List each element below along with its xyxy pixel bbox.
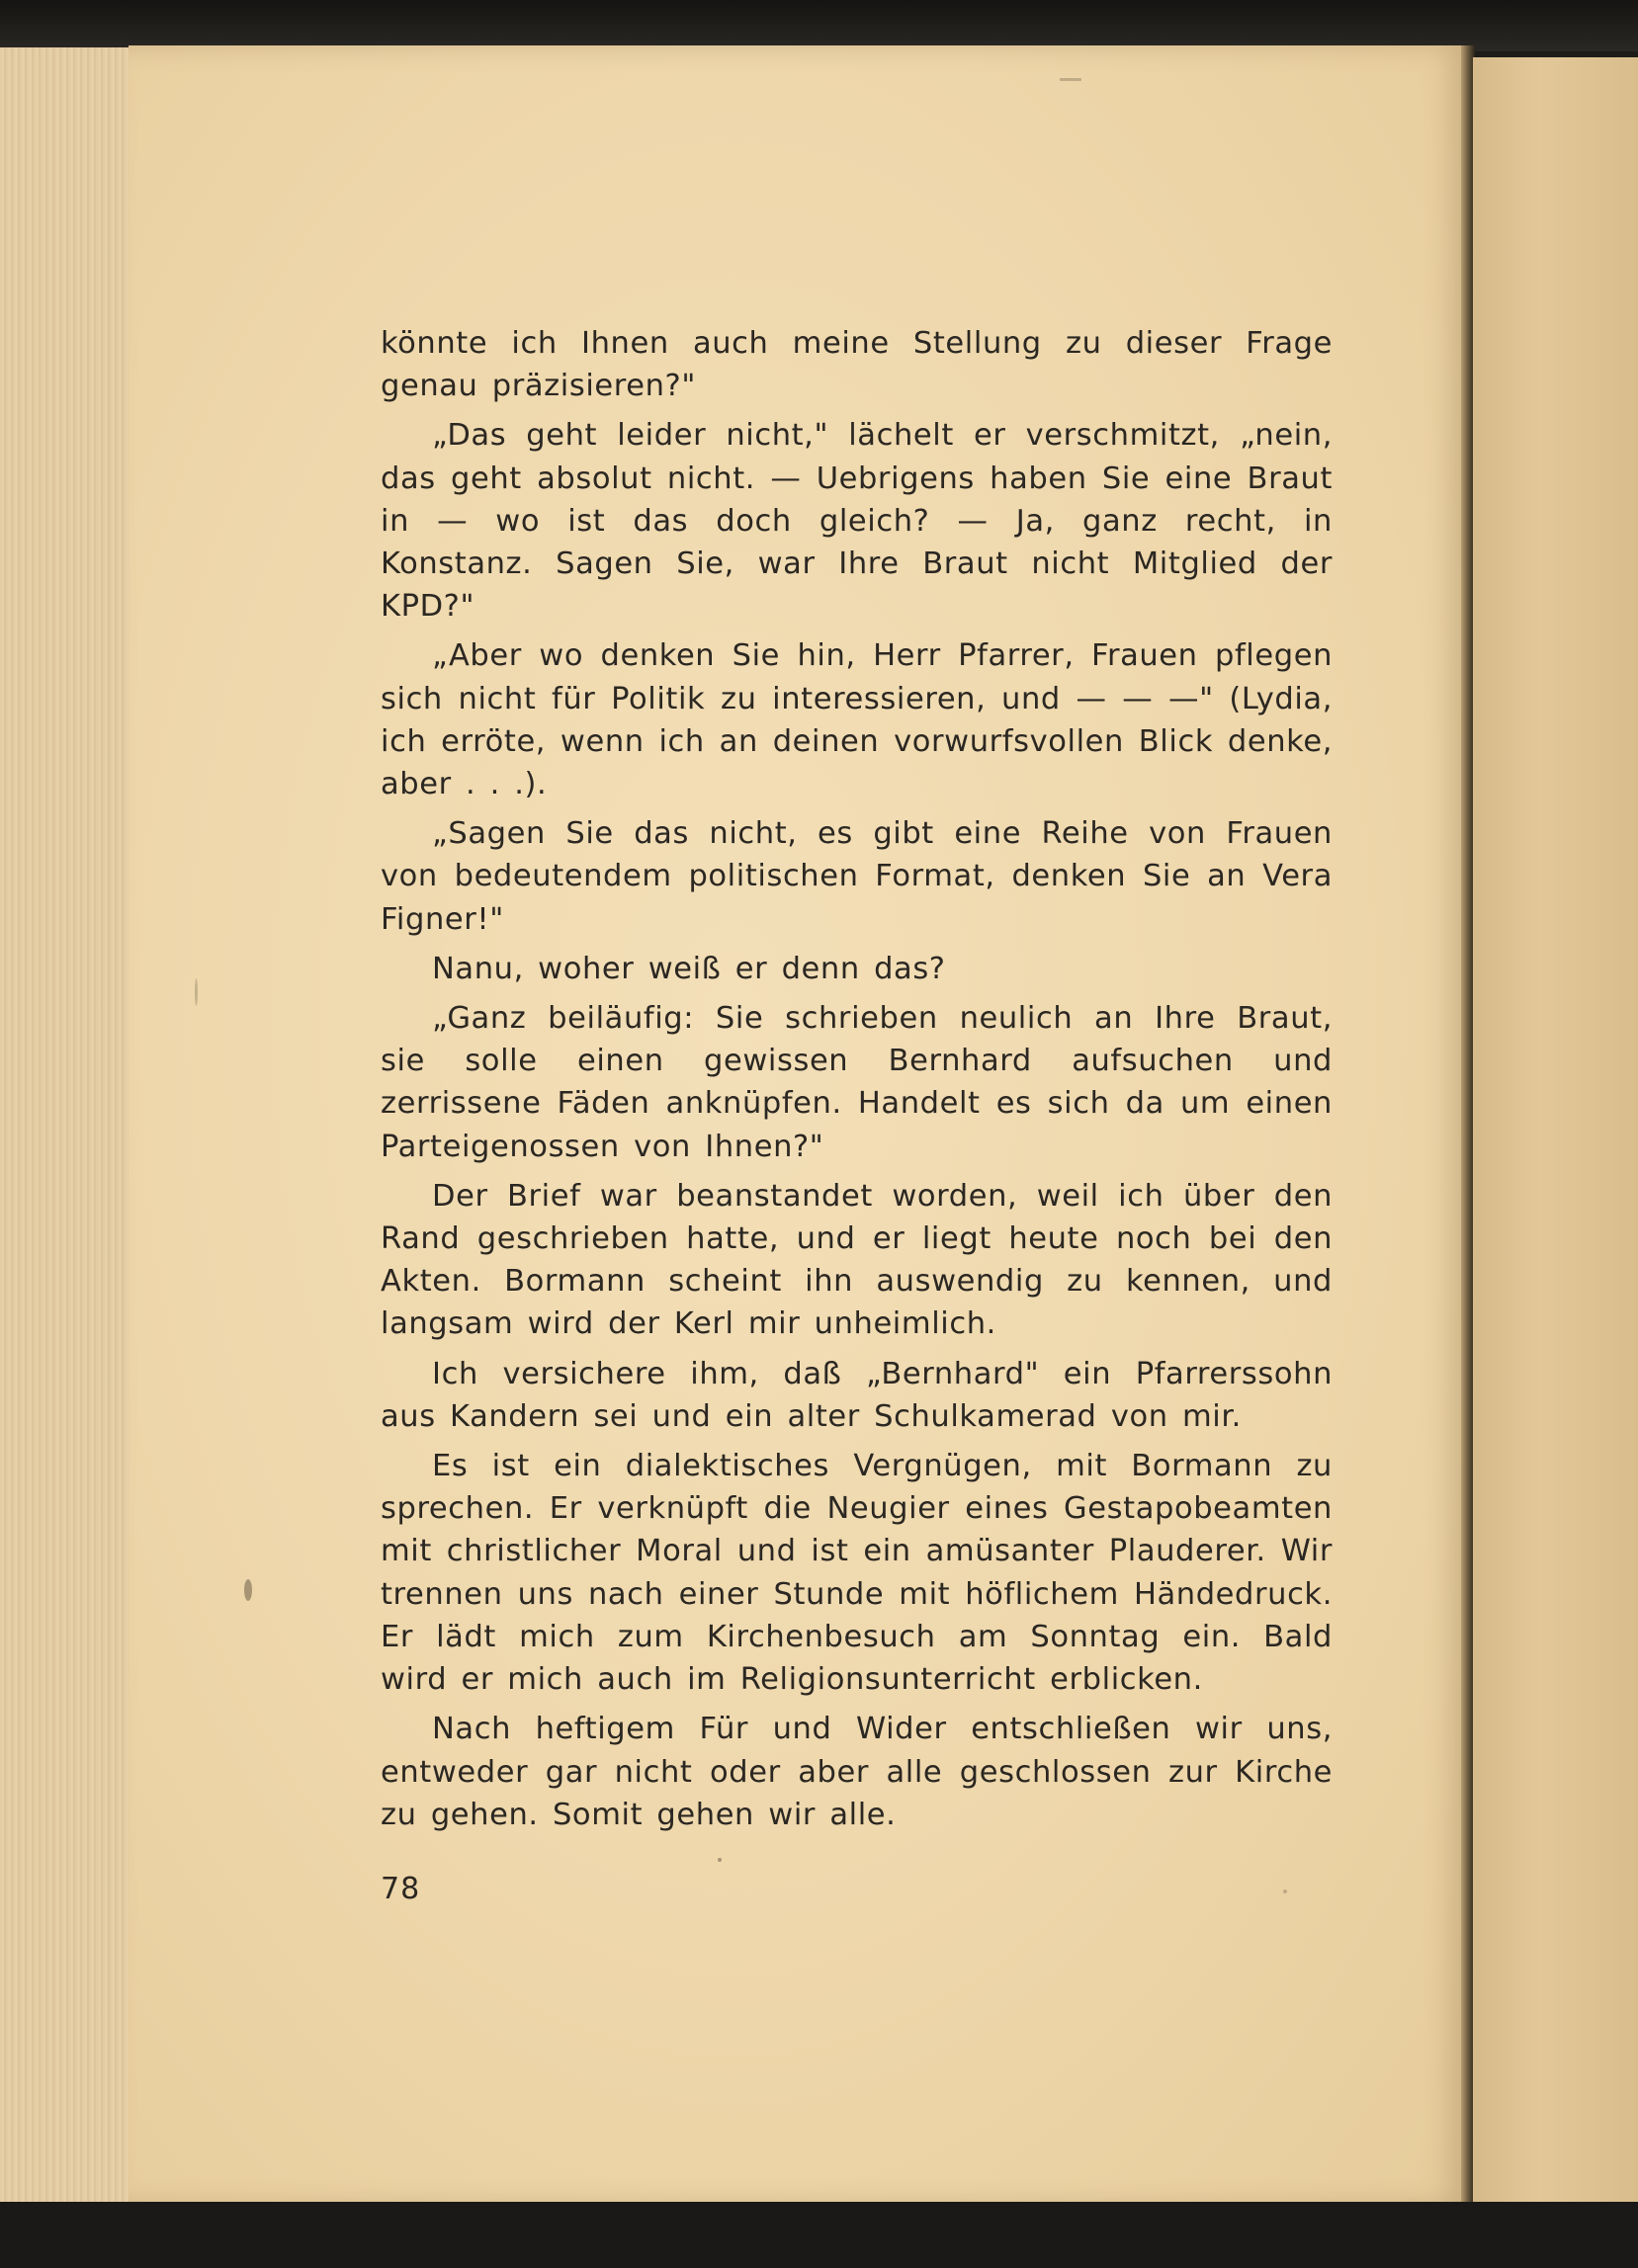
facing-page-edge <box>1473 57 1638 2202</box>
paragraph: „Aber wo denken Sie hin, Herr Pfarrer, Frauen pflegen sich nicht für Politik zu interessieren, und — — —" (Lydia, ich erröte, wenn ich an deinen vorwurfsvollen Blick denke, aber . . .). <box>381 638 1333 802</box>
paragraph: Der Brief war beanstandet worden, weil ich über den Rand geschrieben hatte, und er liegt heute noch bei den Akten. Bormann scheint ihn auswendig zu kennen, und langsam wird der Kerl mir unheimlich. <box>381 1178 1333 1342</box>
paper-speck <box>718 1858 722 1862</box>
page-number: 78 <box>381 1872 421 1906</box>
paragraph: Ich versichere ihm, daß „Bernhard" ein Pfarrerssohn aus Kandern sei und ein alter Schulkamerad von mir. <box>381 1356 1333 1434</box>
paper-speck <box>195 978 198 1006</box>
body-text <box>381 322 1333 1843</box>
paper-speck <box>244 1579 252 1601</box>
paragraph: Nach heftigem Für und Wider entschließen wir uns, entweder gar nicht oder aber alle geschlossen zur Kirche zu gehen. Somit gehen wir alle. <box>381 1712 1333 1832</box>
scanner-bottom-margin <box>0 2202 1638 2268</box>
paragraph: „Ganz beiläufig: Sie schrieben neulich an Ihre Braut, sie solle einen gewissen Bernhard aufsuchen und zerrissene Fäden anknüpfen. Handelt es sich da um einen Parteigenossen von Ihnen?" <box>381 1001 1333 1164</box>
paragraph: „Das geht leider nicht," lächelt er verschmitzt, „nein, das geht absolut nicht. — Uebrigens haben Sie eine Braut in — wo ist das doch gleich? — Ja, ganz recht, in Konstanz. Sagen Sie, war Ihre Braut nicht Mitglied der KPD?" <box>381 418 1333 625</box>
paper-speck <box>1060 78 1081 81</box>
paragraph: Es ist ein dialektisches Vergnügen, mit Bormann zu sprechen. Er verknüpft die Neugier eines Gestapobeamten mit christlicher Moral und ist ein amüsanter Plauderer. Wir trennen uns nach einer Stunde mit höflichem Händedruck. Er lädt mich zum Kirchenbesuch am Sonntag ein. Bald wird er mich auch im Religionsunterricht erblicken. <box>381 1449 1333 1698</box>
paper-speck <box>1283 1890 1287 1893</box>
paragraph: „Sagen Sie das nicht, es gibt eine Reihe von Frauen von bedeutendem politischen Format, denken Sie an Vera Figner!" <box>381 816 1333 937</box>
paragraph: könnte ich Ihnen auch meine Stellung zu dieser Frage genau präzisieren?" <box>381 326 1333 404</box>
scanner-top-margin <box>0 0 1638 51</box>
paragraph: Nanu, woher weiß er denn das? <box>432 951 946 986</box>
